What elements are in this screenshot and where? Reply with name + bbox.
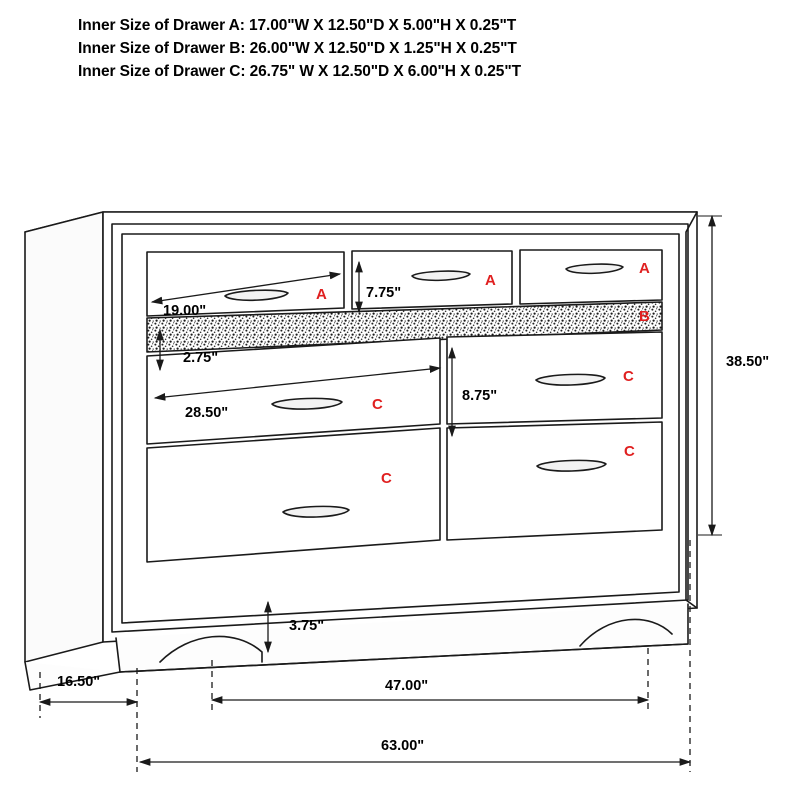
tag-drawer-a-middle: A (485, 272, 496, 289)
dim-total-height: 38.50" (726, 354, 770, 370)
tag-drawer-a-right: A (639, 260, 650, 277)
dim-inner-width: 47.00" (385, 678, 429, 694)
dim-depth: 16.50" (57, 674, 101, 690)
tag-drawer-c-bottom-right: C (624, 443, 635, 460)
dim-width-top-drawer-a: 19.00" (163, 303, 207, 319)
tag-drawer-c-middle-right: C (623, 368, 634, 385)
tag-drawer-c-middle-left: C (372, 396, 383, 413)
dim-height-drawer-a: 7.75" (366, 285, 402, 301)
tag-drawer-a-left: A (316, 286, 327, 303)
dim-base-height: 3.75" (289, 618, 325, 634)
tag-drawer-c-bottom-left: C (381, 470, 392, 487)
spec-line-drawer-a: Inner Size of Drawer A: 17.00"W X 12.50"D X 5.00"H X 0.25"T (78, 17, 517, 34)
dim-total-width: 63.00" (381, 738, 425, 754)
tag-drawer-b-right: B (639, 308, 650, 325)
dim-height-drawer-c: 8.75" (462, 388, 498, 404)
dim-height-drawer-b: 2.75" (183, 350, 219, 366)
spec-line-drawer-b: Inner Size of Drawer B: 26.00"W X 12.50"D X 1.25"H X 0.25"T (78, 40, 517, 57)
dim-width-drawer-c: 28.50" (185, 405, 229, 421)
spec-line-drawer-c: Inner Size of Drawer C: 26.75" W X 12.50"D X 6.00"H X 0.25"T (78, 63, 521, 80)
